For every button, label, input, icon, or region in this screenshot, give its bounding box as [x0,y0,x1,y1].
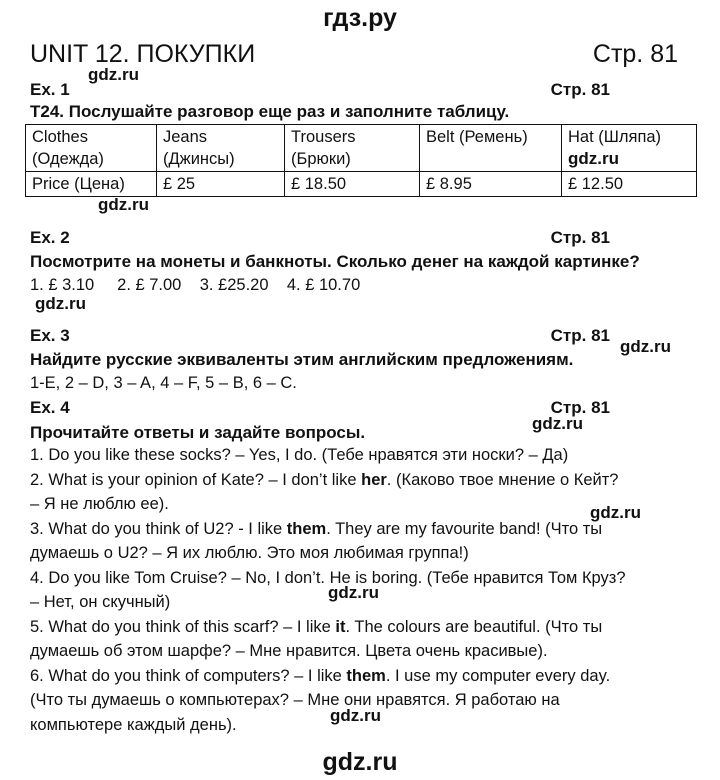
table-cell: £ 8.95 [420,172,562,197]
table-cell: Trousers (Брюки) [285,125,420,172]
watermark: gdz.ru [532,414,583,433]
table-cell: Price (Цена) [26,172,157,197]
ex3-label: Ex. 3 [30,326,70,345]
ex2-label: Ex. 2 [30,228,70,247]
ex2-page: Стр. 81 [550,228,610,247]
ex4-line: (Что ты думаешь о компьютерах? – Мне они нравятся. Я работаю на [30,691,560,709]
unit-title: UNIT 12. ПОКУПКИ [30,40,256,68]
watermark: gdz.ru [328,583,379,602]
table-row [26,125,697,172]
watermark: gdz.ru [35,294,86,313]
watermark: gdz.ru [590,503,641,522]
table-cell: £ 25 [157,172,285,197]
ex4-line: 5. What do you think of this scarf? – I like it. The colours are beautiful. (Что ты [30,618,603,636]
ex3-instruction: Найдите русские эквиваленты этим английским предложениям. [30,350,574,369]
watermark: gdz.ru [98,195,149,214]
ex4-line: 1. Do you like these socks? – Yes, I do. (Тебе нравятся эти носки? – Да) [30,446,569,464]
ex2-answer: 1. £ 3.10 2. £ 7.00 3. £25.20 4. £ 10.70 [30,276,361,294]
table-cell: £ 18.50 [285,172,420,197]
ex4-page: Стр. 81 [550,398,610,417]
ex4-line: компьютере каждый день). [30,716,237,734]
ex3-page: Стр. 81 [550,326,610,345]
ex2-instruction: Посмотрите на монеты и банкноты. Сколько денег на каждой картинке? [30,252,640,271]
ex1-page: Стр. 81 [550,80,610,99]
ex4-line: думаешь о U2? – Я их люблю. Это моя любимая группа!) [30,544,469,562]
ex4-line: 4. Do you like Tom Cruise? – No, I don’t. He is boring. (Тебе нравится Том Круз? [30,569,626,587]
ex1-label: Ex. 1 [30,80,70,99]
site-footer: gdz.ru [322,748,398,776]
ex4-label: Ex. 4 [30,398,70,417]
watermark: gdz.ru [330,706,381,725]
table-cell: £ 12.50 [562,172,697,197]
ex4-instruction: Прочитайте ответы и задайте вопросы. [30,423,366,442]
watermark: gdz.ru [568,149,619,168]
prices-table [25,124,697,197]
ex4-line: 3. What do you think of U2? - I like them. They are my favourite band! (Что ты [30,520,603,538]
ex4-line: 6. What do you think of computers? – I like them. I use my computer every day. [30,667,611,685]
ex1-instruction: T24. Послушайте разговор еще раз и заполните таблицу. [30,102,510,121]
table-cell: Hat (Шляпа) gdz.ru [562,125,697,172]
site-title: гдз.ру [323,4,397,32]
page-number: Стр. 81 [592,40,678,68]
table-cell: Belt (Ремень) [420,125,562,172]
ex3-answer: 1-E, 2 – D, 3 – A, 4 – F, 5 – B, 6 – C. [30,374,297,392]
ex4-line: 2. What is your opinion of Kate? – I don’t like her. (Каково твое мнение о Кейт? [30,471,619,489]
watermark: gdz.ru [88,65,139,84]
table-cell: Jeans (Джинсы) [157,125,285,172]
ex4-line: – Я не люблю ее). [30,495,169,513]
ex4-line: – Нет, он скучный) [30,593,171,611]
ex4-line: думаешь об этом шарфе? – Мне нравится. Цвета очень красивые). [30,642,548,660]
table-row [26,172,697,197]
watermark: gdz.ru [620,337,671,356]
table-cell: Clothes (Одежда) [26,125,157,172]
